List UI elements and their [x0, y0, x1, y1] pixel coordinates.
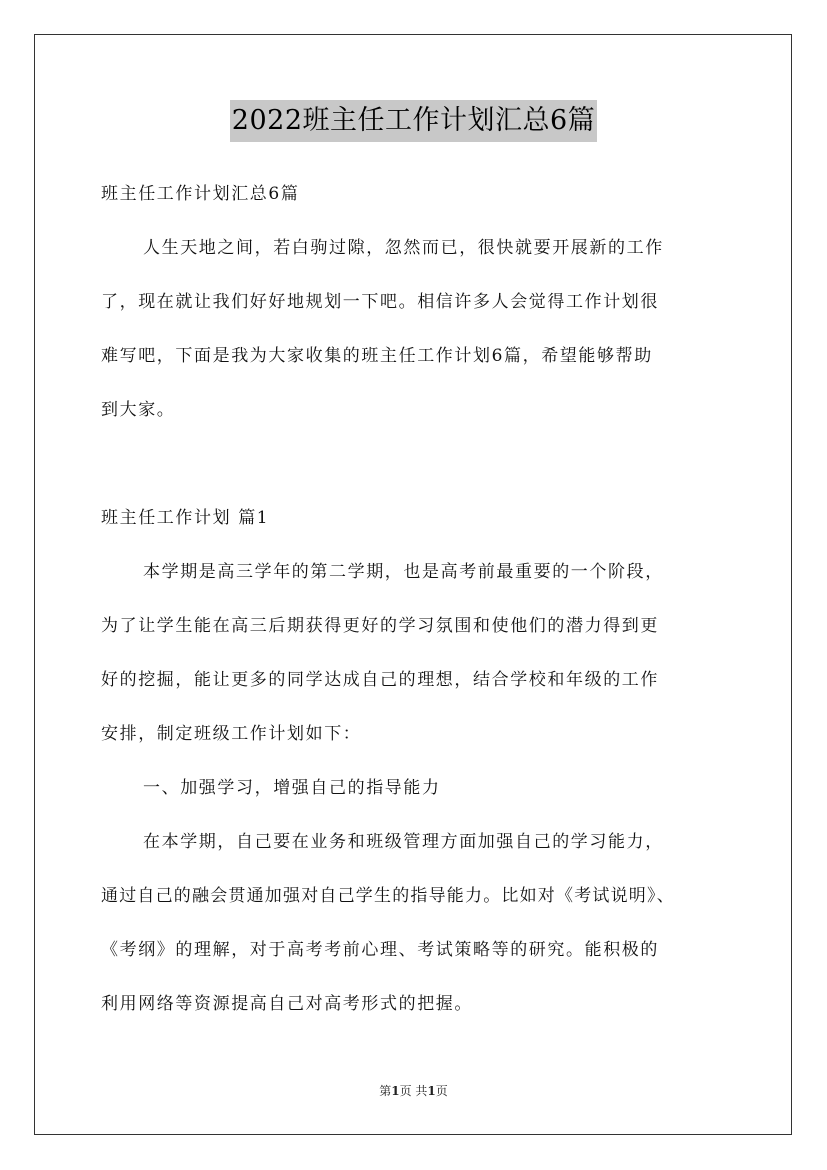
- section-line: 为了让学生能在高三后期获得更好的学习氛围和使他们的潜力得到更: [101, 616, 659, 636]
- intro-line: 到大家。: [101, 400, 176, 420]
- body-line: 在本学期，自己要在业务和班级管理方面加强自己的学习能力，: [143, 832, 664, 852]
- footer-page-number: 1: [391, 1084, 400, 1098]
- intro-line: 了，现在就让我们好好地规划一下吧。相信许多人会觉得工作计划很: [101, 292, 659, 312]
- footer-suffix: 页: [435, 1084, 448, 1098]
- document-title: 2022班主任工作计划汇总6篇: [230, 100, 597, 142]
- footer-mid: 页 共: [399, 1084, 428, 1098]
- section-line: 本学期是高三学年的第二学期，也是高考前最重要的一个阶段，: [143, 562, 664, 582]
- body-line: 通过自己的融会贯通加强对自己学生的指导能力。比如对《考试说明》、: [101, 886, 675, 906]
- intro-line: 人生天地之间，若白驹过隙，忽然而已，很快就要开展新的工作: [143, 238, 664, 258]
- title-container: [0, 100, 827, 142]
- section-heading: 班主任工作计划 篇1: [101, 508, 270, 528]
- subheading: 一、加强学习，增强自己的指导能力: [143, 778, 441, 798]
- footer-prefix: 第: [379, 1084, 392, 1098]
- body-line: 《考纲》的理解，对于高考考前心理、考试策略等的研究。能积极的: [101, 940, 659, 960]
- section-line: 好的挖掘，能让更多的同学达成自己的理想，结合学校和年级的工作: [101, 670, 659, 690]
- intro-line: 难写吧，下面是我为大家收集的班主任工作计划6篇，希望能够帮助: [101, 346, 653, 366]
- page-footer: [0, 1083, 827, 1099]
- document-subtitle: 班主任工作计划汇总6篇: [101, 184, 300, 204]
- section-line: 安排，制定班级工作计划如下：: [101, 724, 362, 744]
- body-line: 利用网络等资源提高自己对高考形式的把握。: [101, 994, 473, 1014]
- footer-total-pages: 1: [427, 1084, 436, 1098]
